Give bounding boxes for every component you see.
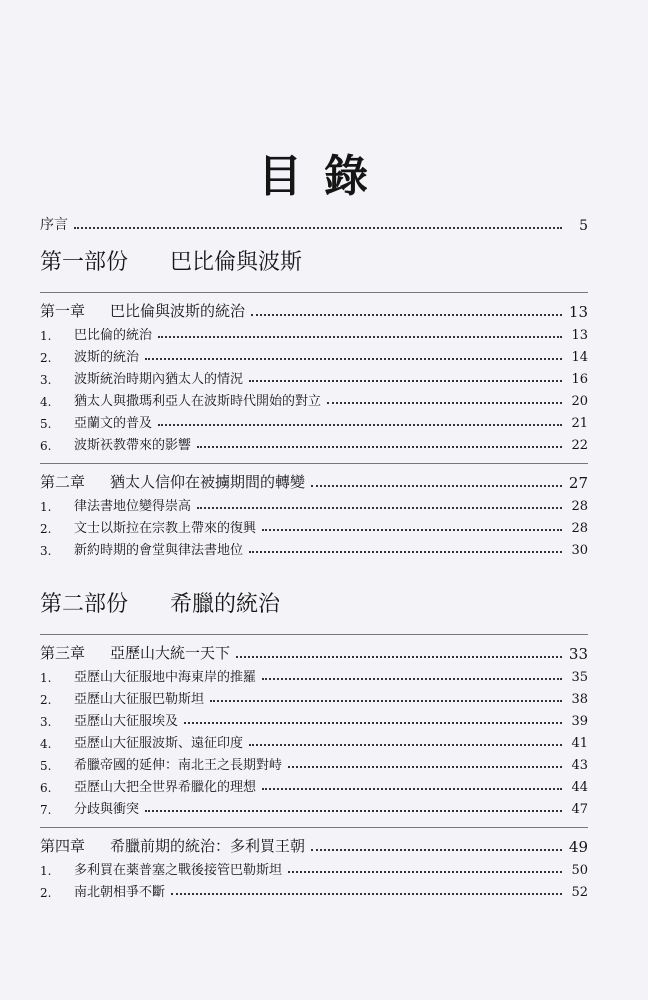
chapter-page: 27 — [568, 474, 588, 492]
part-heading[interactable] — [40, 238, 588, 282]
item-title: 亞蘭文的普及 — [74, 416, 153, 431]
item-num: 4. — [40, 395, 52, 409]
dot-leader — [197, 506, 562, 509]
dot-leader — [145, 357, 562, 360]
dot-leader — [158, 423, 562, 426]
chapter-heading[interactable] — [40, 827, 588, 856]
toc-preface[interactable] — [40, 208, 588, 234]
item-num: 3. — [40, 373, 52, 387]
item-num: 3. — [40, 715, 52, 729]
dot-leader — [251, 313, 562, 316]
toc-item[interactable] — [40, 729, 588, 751]
table-of-contents — [40, 208, 588, 900]
dot-leader — [311, 848, 562, 851]
item-page: 13 — [571, 328, 588, 343]
item-page: 30 — [571, 543, 588, 558]
item-page: 41 — [571, 736, 588, 751]
chapter-label: 第四章 — [40, 837, 86, 855]
item-page: 21 — [571, 416, 588, 431]
dot-leader — [145, 809, 562, 812]
item-title: 亞歷山大征服地中海東岸的推羅 — [74, 670, 257, 685]
part-heading[interactable] — [40, 580, 588, 624]
item-title: 波斯統治時期內猶太人的情況 — [74, 372, 244, 387]
dot-leader — [262, 787, 562, 790]
item-title: 多利買在薬普塞之戰後接管巴勒斯坦 — [74, 863, 283, 878]
toc-item[interactable] — [40, 514, 588, 536]
chapter-title: 巴比倫與波斯的統治 — [110, 302, 246, 320]
item-num: 1. — [40, 864, 52, 878]
chapter-page: 13 — [568, 303, 588, 321]
item-title: 律法書地位變得崇高 — [74, 499, 192, 514]
item-title: 巴比倫的統治 — [74, 328, 153, 343]
dot-leader — [171, 892, 562, 895]
item-page: 28 — [571, 521, 588, 536]
item-title: 亞歷山大把全世界希臘化的理想 — [74, 780, 257, 795]
dot-leader — [249, 550, 562, 553]
item-page: 20 — [571, 394, 588, 409]
item-num: 6. — [40, 439, 52, 453]
part-label: 第一部份 — [40, 249, 129, 275]
item-page: 35 — [571, 670, 588, 685]
dot-leader — [249, 379, 562, 382]
chapter-heading[interactable] — [40, 634, 588, 663]
toc-item[interactable] — [40, 795, 588, 817]
item-num: 2. — [40, 693, 52, 707]
dot-leader — [262, 528, 562, 531]
chapter-heading[interactable] — [40, 463, 588, 492]
item-num: 5. — [40, 417, 52, 431]
dot-leader — [184, 721, 562, 724]
item-title: 分歧與衝突 — [74, 802, 140, 817]
item-page: 43 — [571, 758, 588, 773]
dot-leader — [158, 335, 562, 338]
toc-item[interactable] — [40, 321, 588, 343]
item-page: 16 — [571, 372, 588, 387]
item-page: 44 — [571, 780, 588, 795]
dot-leader — [311, 484, 562, 487]
chapter-title: 亞歷山大統一天下 — [110, 644, 231, 662]
item-title: 希臘帝國的延伸：南北王之長期對峙 — [74, 758, 283, 773]
item-page: 28 — [571, 499, 588, 514]
item-num: 6. — [40, 781, 52, 795]
toc-item[interactable] — [40, 878, 588, 900]
item-num: 1. — [40, 329, 52, 343]
item-title: 波斯祆教帶來的影響 — [74, 438, 192, 453]
toc-item[interactable] — [40, 431, 588, 453]
item-num: 2. — [40, 522, 52, 536]
preface-label: 序言 — [40, 217, 68, 233]
dot-leader — [197, 445, 562, 448]
dot-leader — [327, 401, 562, 404]
toc-item[interactable] — [40, 685, 588, 707]
chapter-label: 第一章 — [40, 302, 86, 320]
item-page: 14 — [571, 350, 588, 365]
toc-item[interactable] — [40, 365, 588, 387]
item-page: 39 — [571, 714, 588, 729]
chapter-page: 49 — [568, 838, 588, 856]
toc-item[interactable] — [40, 707, 588, 729]
item-page: 38 — [571, 692, 588, 707]
item-num: 3. — [40, 544, 52, 558]
toc-item[interactable] — [40, 751, 588, 773]
item-num: 4. — [40, 737, 52, 751]
toc-item[interactable] — [40, 409, 588, 431]
item-page: 52 — [571, 885, 588, 900]
dot-leader — [236, 655, 562, 658]
toc-item[interactable] — [40, 536, 588, 558]
toc-item[interactable] — [40, 773, 588, 795]
item-page: 22 — [571, 438, 588, 453]
chapter-label: 第三章 — [40, 644, 86, 662]
chapter-heading[interactable] — [40, 292, 588, 321]
chapter-title: 猶太人信仰在被擄期間的轉變 — [110, 473, 306, 491]
dot-leader — [210, 699, 562, 702]
item-num: 2. — [40, 886, 52, 900]
item-title: 亞歷山大征服埃及 — [74, 714, 179, 729]
dot-leader — [249, 743, 562, 746]
toc-item[interactable] — [40, 343, 588, 365]
item-num: 1. — [40, 500, 52, 514]
toc-item[interactable] — [40, 387, 588, 409]
chapter-label: 第二章 — [40, 473, 86, 491]
item-page: 50 — [571, 863, 588, 878]
item-title: 文士以斯拉在宗教上帶來的復興 — [74, 521, 257, 536]
part-title: 巴比倫與波斯 — [170, 249, 303, 275]
item-title: 新約時期的會堂與律法書地位 — [74, 543, 244, 558]
item-num: 2. — [40, 351, 52, 365]
item-title: 猶太人與撒瑪利亞人在波斯時代開始的對立 — [74, 394, 322, 409]
dot-leader — [262, 677, 562, 680]
chapter-title: 希臘前期的統治：多利買王朝 — [110, 837, 306, 855]
item-num: 1. — [40, 671, 52, 685]
item-title: 亞歷山大征服波斯、遠征印度 — [74, 736, 244, 751]
item-page: 47 — [571, 802, 588, 817]
item-title: 亞歷山大征服巴勒斯坦 — [74, 692, 205, 707]
item-num: 5. — [40, 759, 52, 773]
toc-item[interactable] — [40, 492, 588, 514]
part-title: 希臘的統治 — [170, 591, 281, 617]
item-num: 7. — [40, 803, 52, 817]
toc-item[interactable] — [40, 856, 588, 878]
dot-leader — [288, 870, 562, 873]
chapter-page: 33 — [568, 645, 588, 663]
part-label: 第二部份 — [40, 591, 129, 617]
toc-item[interactable] — [40, 663, 588, 685]
dot-leader — [74, 226, 562, 229]
dot-leader — [288, 765, 562, 768]
page-title: 目錄 — [258, 151, 390, 202]
preface-page: 5 — [579, 218, 588, 234]
item-title: 波斯的統治 — [74, 350, 140, 365]
item-title: 南北朝相爭不斷 — [74, 885, 166, 900]
